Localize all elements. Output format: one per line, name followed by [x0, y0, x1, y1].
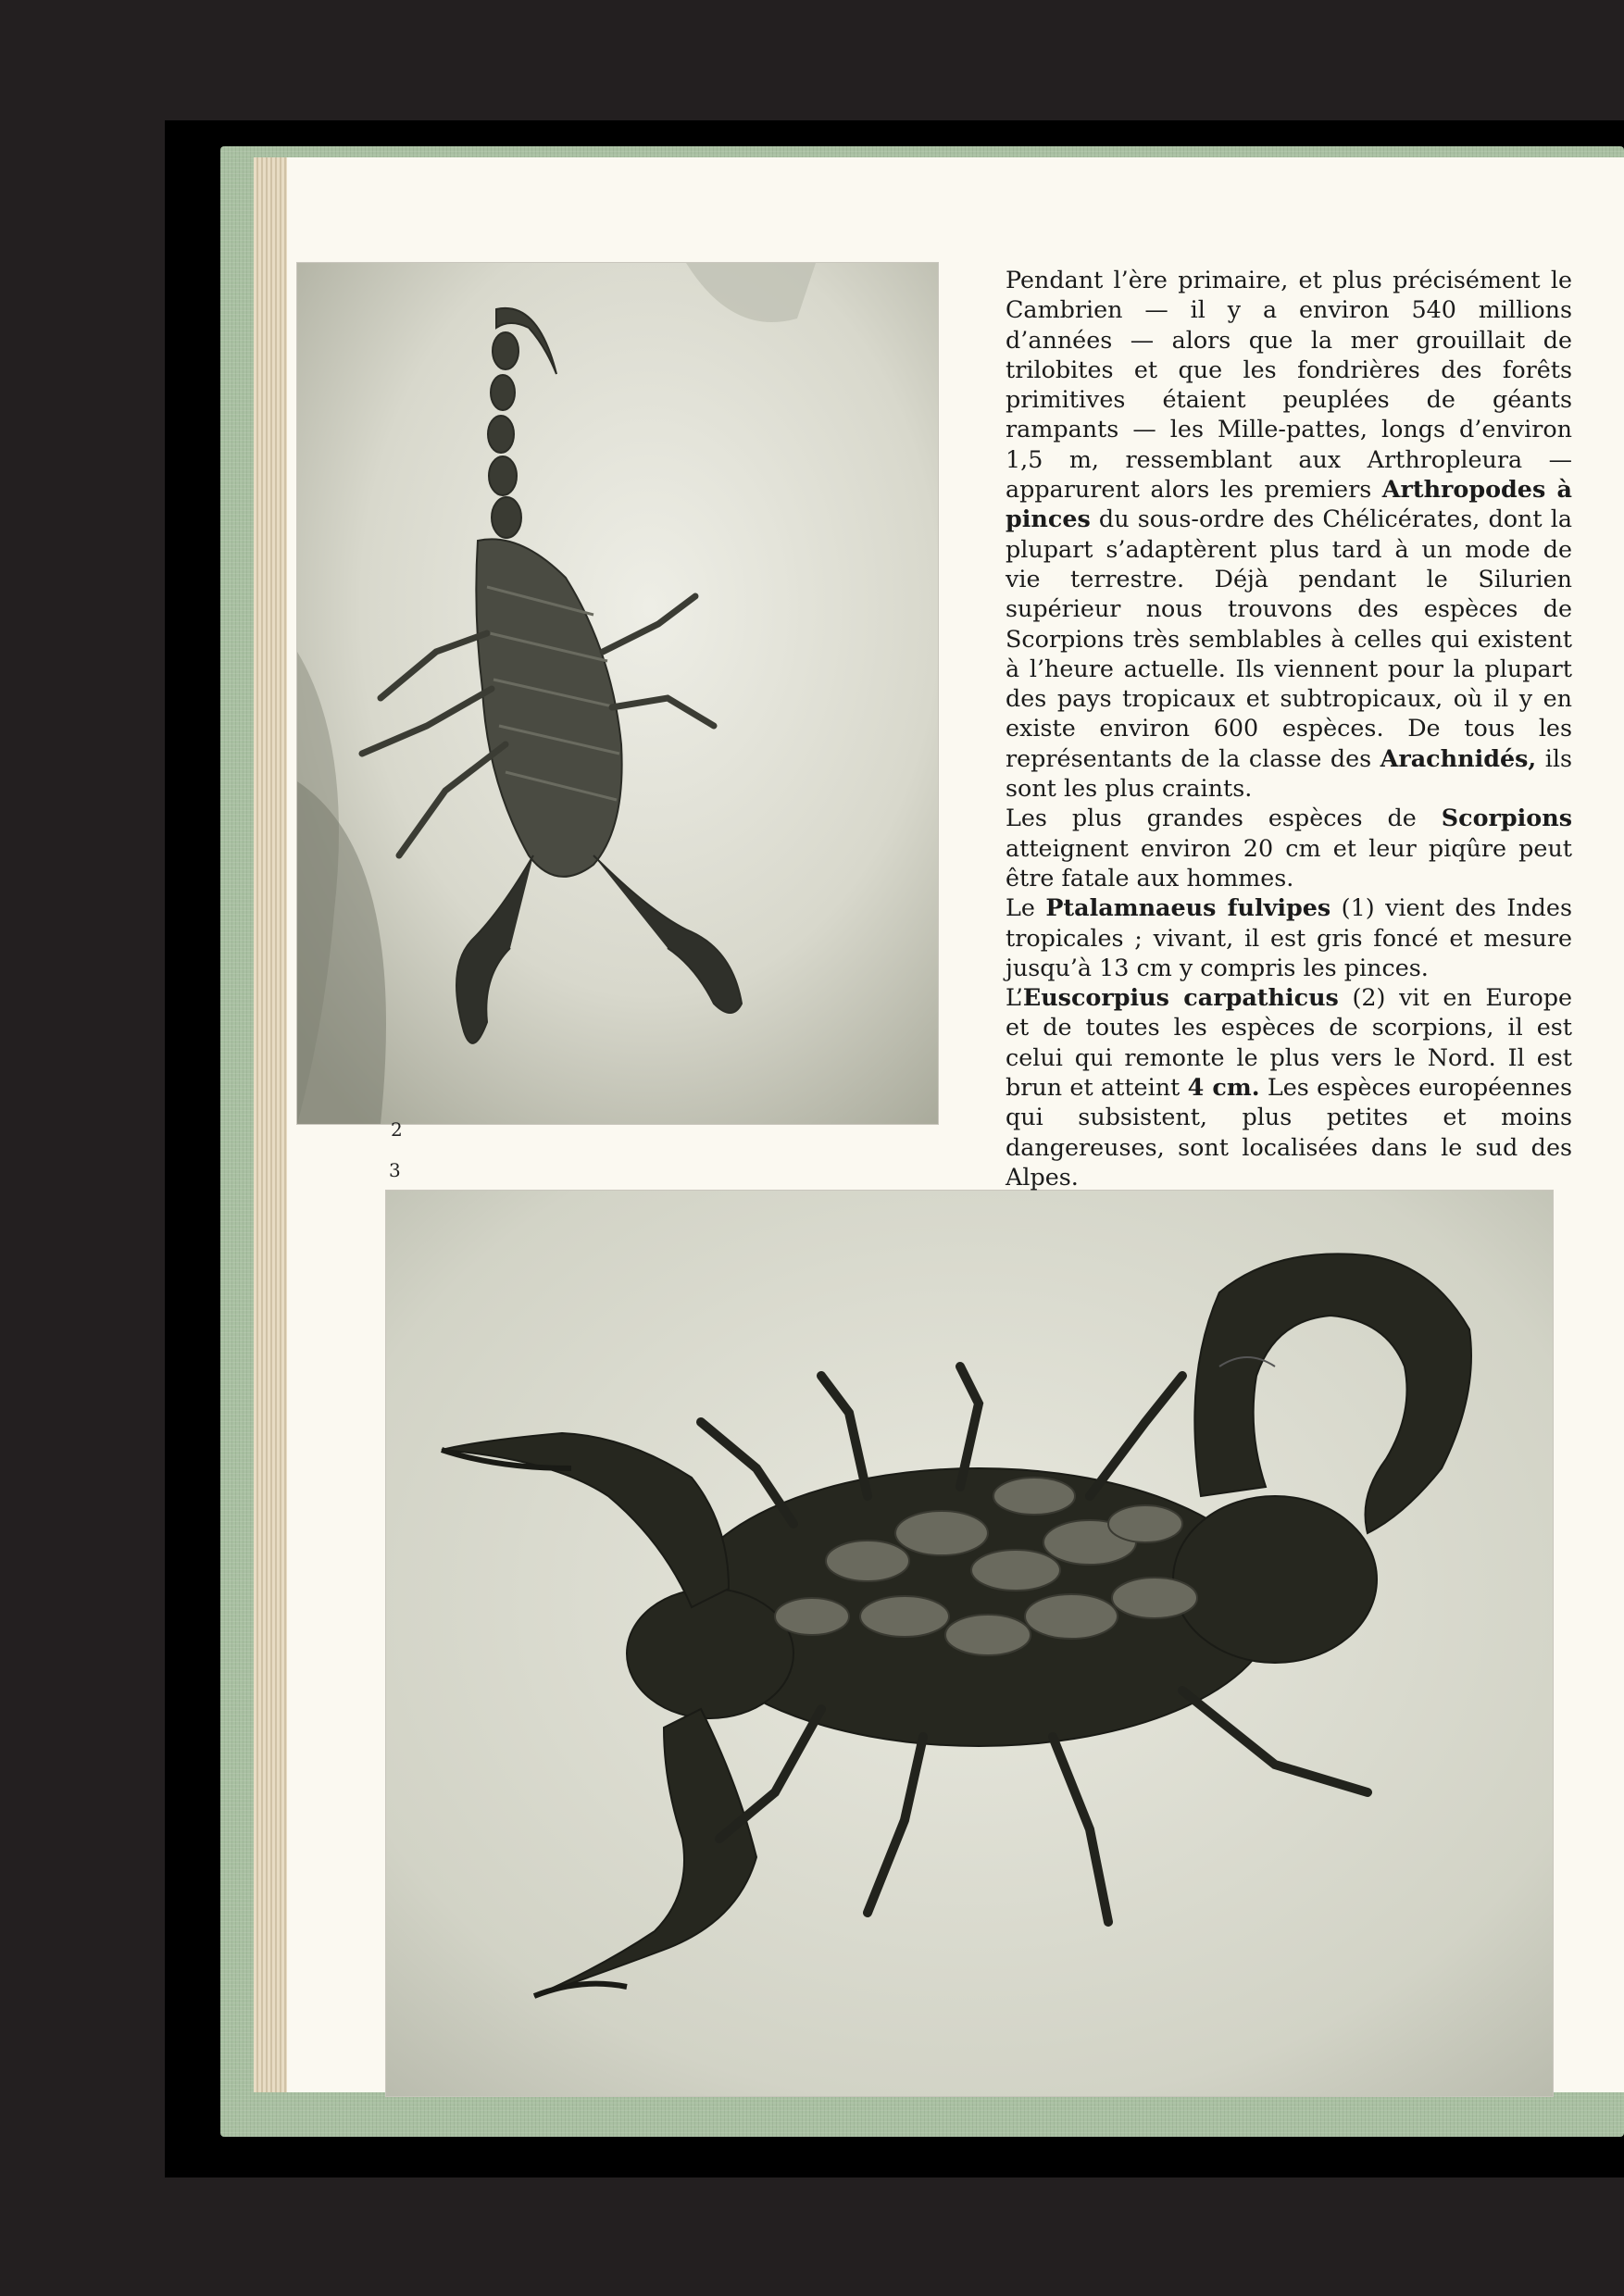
bold-term: Ptalamnaeus fulvipes [1045, 893, 1331, 922]
text-run: atteignent environ 20 cm et leur piqûre peut être fatale aux hommes. [1006, 833, 1572, 892]
paragraph [1006, 982, 1572, 1192]
text-run: (2) vit en Europe et de toutes les espèces de scorpions, il est celui qui remonte le plus vers le Nord. Il est brun et atteint [1006, 983, 1573, 1102]
text-run: Le [1006, 893, 1046, 922]
bold-term: Scorpions [1441, 804, 1572, 832]
text-run: Pendant l’ère primaire, et plus précisément le Cambrien — il y a environ 540 millions d’années — alors que la mer grouillait de trilobites et que les fondrières des forêts primitives étaient peuplées de géants rampants — les Mille-pattes, longs d’environ 1,5 m, ressemblant aux Arthropleura — apparurent alors les premiers [1006, 266, 1572, 504]
text-run: Les plus grandes espèces de [1006, 804, 1442, 832]
bold-term: Arachnidés, [1380, 743, 1537, 772]
article-text [1006, 265, 1572, 1192]
text-run: Les espèces européennes qui subsistent, plus petites et moins dangereuses, sont localisées dans le sud des Alpes. [1006, 1073, 1572, 1191]
scorpion-with-young-photo [385, 1190, 1554, 2097]
scorpion-photo [296, 262, 939, 1125]
bold-term: Arthropodes à pinces [1006, 475, 1572, 533]
text-run: (1) vient des Indes tropicales ; vivant, il est gris foncé et mesure jusqu’à 13 cm y compris les pinces. [1006, 893, 1572, 981]
text-run: ils sont les plus craints. [1006, 743, 1573, 803]
text-run: du sous-ordre des Chélicérates, dont la plupart s’adaptèrent plus tard à un mode de vie terrestre. Déjà pendant le Silurien supérieur nous trouvons des espèces de Scorpions très semblables à celles qui existent à l’heure actuelle. Ils viennent pour la plupart des pays tropicaux et subtropicaux, où il y en existe environ 600 espèces. De tous les représentants de la classe des [1006, 505, 1572, 772]
bold-term: 4 cm. [1187, 1073, 1260, 1102]
paragraph [1006, 892, 1572, 982]
paragraph [1006, 265, 1572, 803]
bold-term: Euscorpius carpathicus [1022, 983, 1339, 1012]
figure-number: 2 [391, 1118, 403, 1141]
figure-number: 3 [389, 1159, 401, 1181]
paragraph [1006, 803, 1572, 892]
page-edges [254, 157, 287, 2092]
text-run: L’ [1006, 983, 1023, 1012]
